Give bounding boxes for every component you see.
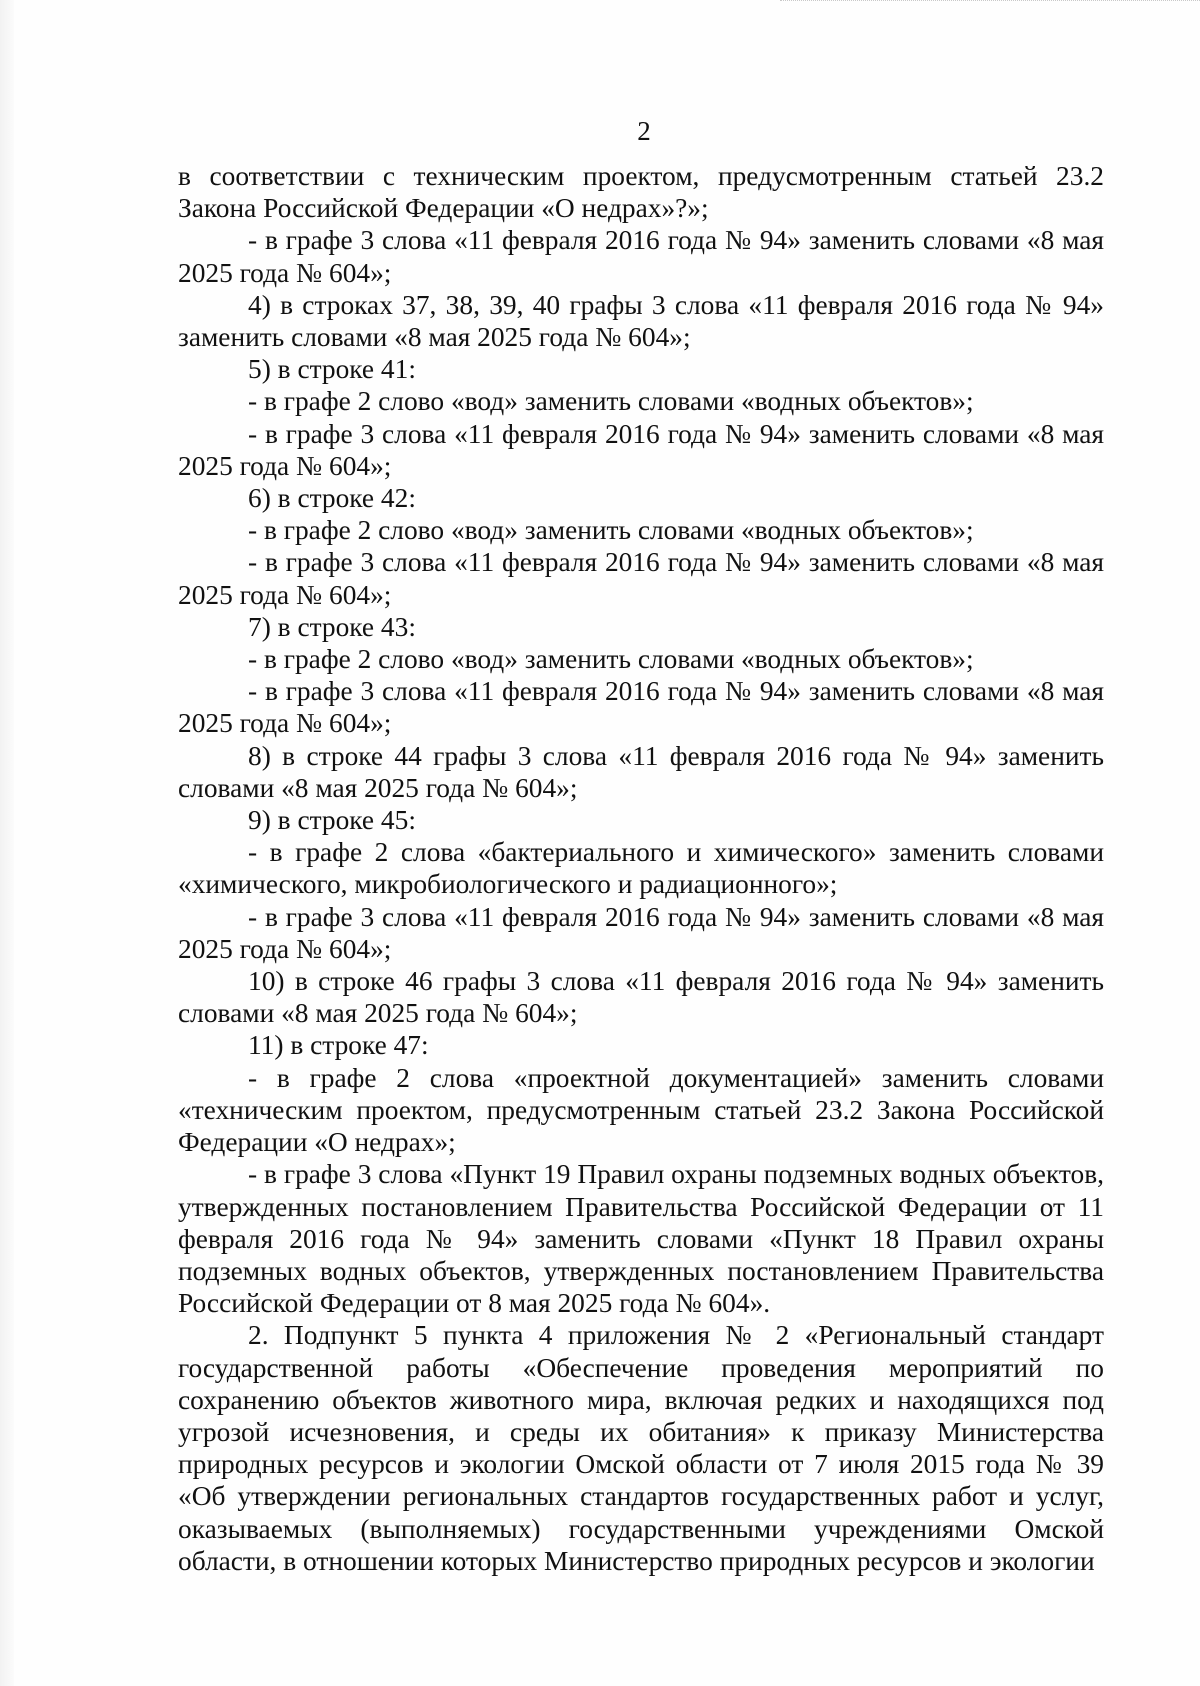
paragraph: 8) в строке 44 графы 3 слова «11 февраля 2016 года № 94» заменить словами «8 мая 2025 года № 604»; (178, 740, 1104, 803)
paragraph: 4) в строках 37, 38, 39, 40 графы 3 слова «11 февраля 2016 года № 94» заменить словами «8 мая 2025 года № 604»; (178, 289, 1104, 353)
paragraph: 5) в строке 41: (248, 354, 416, 385)
scan-edge (0, 0, 14, 1686)
paragraph: - в графе 3 слова «Пункт 19 Правил охраны подземных водных объектов, утвержденных постановлением Правительства Российской Федерации от 11 февраля 2016 года № 94» заменить словами «Пункт 18 Правил охраны подземных водных объектов, утвержденных постановлением Правительства Российской Федерации от 8 мая 2025 года № 604». (178, 1159, 1104, 1319)
page-number: 2 (637, 116, 651, 146)
paragraph: - в графе 2 слово «вод» заменить словами «водных объектов»; (248, 644, 974, 675)
paragraph: 11) в строке 47: (248, 1030, 429, 1061)
paragraph: - в графе 3 слова «11 февраля 2016 года № 94» заменить словами «8 мая 2025 года № 604»; (178, 901, 1104, 964)
paragraph: - в графе 3 слова «11 февраля 2016 года № 94» заменить словами «8 мая 2025 года № 604»; (178, 676, 1104, 739)
document-body (178, 160, 1104, 1577)
paragraph: - в графе 2 слова «проектной документацией» заменить словами «техническим проектом, предусмотренным статьей 23.2 Закона Российской Федерации «О недрах»; (178, 1062, 1104, 1158)
paragraph: - в графе 3 слова «11 февраля 2016 года № 94» заменить словами «8 мая 2025 года № 604»; (178, 418, 1104, 481)
paragraph: - в графе 2 слово «вод» заменить словами «водных объектов»; (248, 386, 974, 417)
paragraph: - в графе 2 слово «вод» заменить словами «водных объектов»; (248, 515, 974, 546)
paragraph: 6) в строке 42: (248, 483, 416, 514)
paragraph: 2. Подпункт 5 пункта 4 приложения № 2 «Региональный стандарт государственной работы «Обеспечение проведения мероприятий по сохранению объектов животного мира, включая редких и находящихся под угрозой исчезновения, и среды их обитания» к приказу Министерства природных ресурсов и экологии Омской области от 7 июля 2015 года № 39 «Об утверждении региональных стандартов государственных работ и услуг, оказываемых (выполняемых) государственными учреждениями Омской области, в отношении которых Министерство природных ресурсов и экологии (178, 1320, 1104, 1576)
paragraph: 10) в строке 46 графы 3 слова «11 февраля 2016 года № 94» заменить словами «8 мая 2025 года № 604»; (178, 966, 1104, 1029)
paragraph: 7) в строке 43: (248, 611, 416, 642)
paragraph: - в графе 2 слова «бактериального и химического» заменить словами «химического, микробиологического и радиационного»; (178, 837, 1104, 900)
paragraph-continuation: в соответствии с техническим проектом, предусмотренным статьей 23.2 Закона Российской Федерации «О недрах»?»; (178, 161, 1104, 224)
scan-edge-top (780, 0, 1200, 6)
paragraph: - в графе 3 слова «11 февраля 2016 года № 94» заменить словами «8 мая 2025 года № 604»; (178, 225, 1104, 288)
paragraph: 9) в строке 45: (248, 805, 416, 836)
paragraph: - в графе 3 слова «11 февраля 2016 года № 94» заменить словами «8 мая 2025 года № 604»; (178, 547, 1104, 610)
